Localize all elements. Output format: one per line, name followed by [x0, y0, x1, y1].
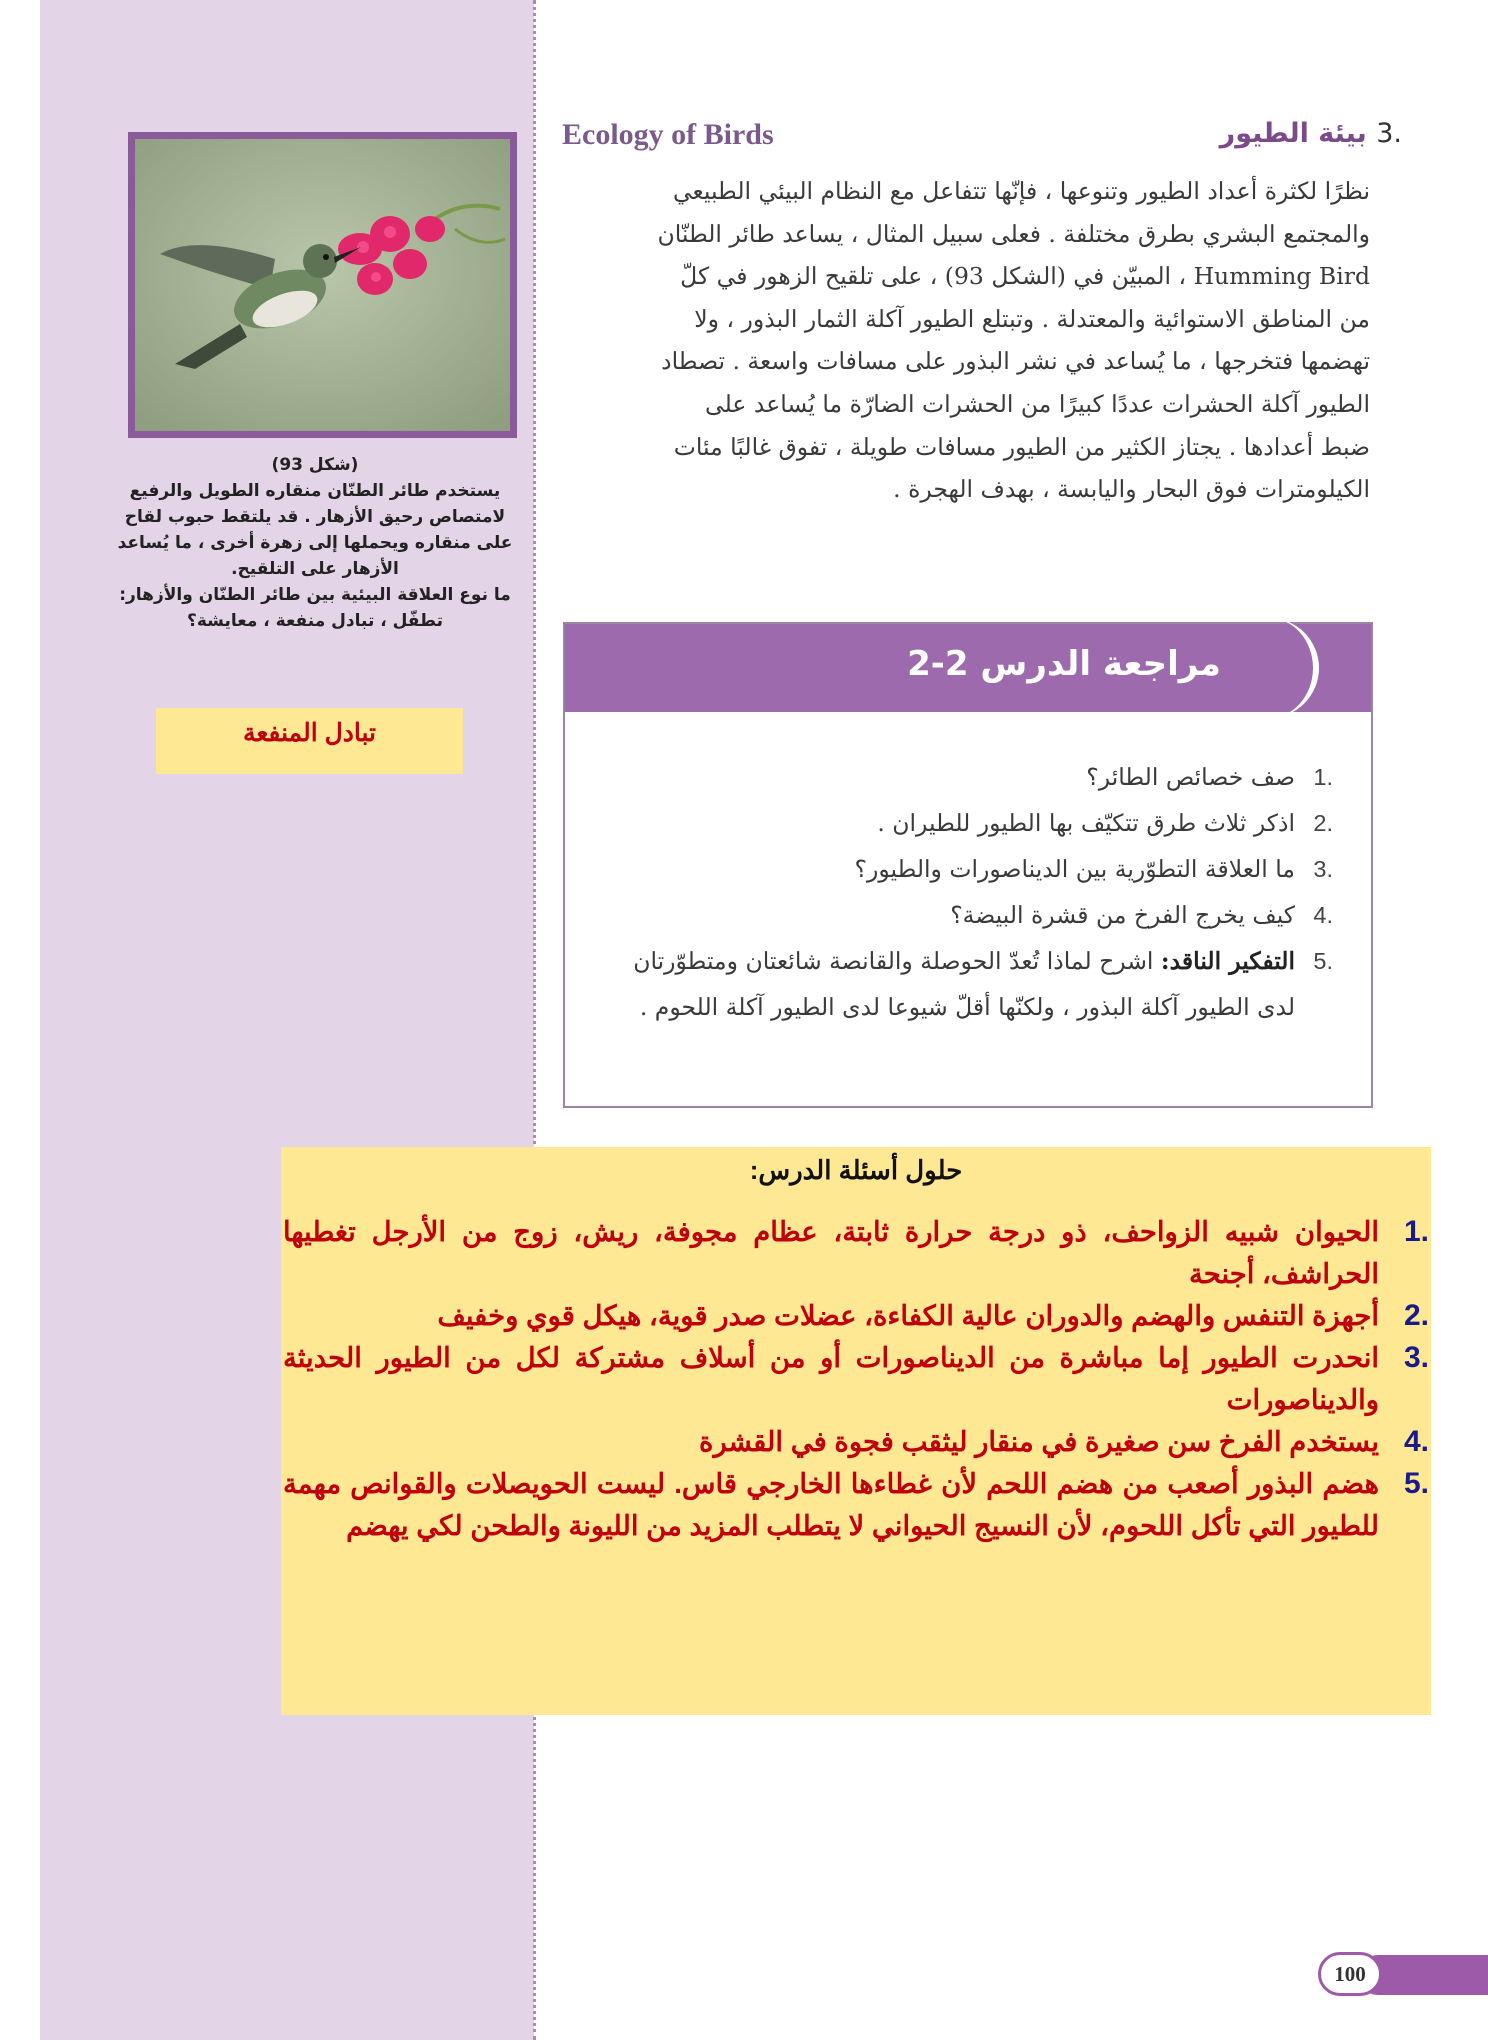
- hummingbird-illustration: [135, 139, 510, 431]
- review-questions: [613, 754, 1333, 1030]
- question-number: 3.: [1313, 856, 1333, 882]
- review-question: [613, 754, 1333, 800]
- question-number: 2.: [1313, 810, 1333, 836]
- lesson-solutions-box: [281, 1147, 1431, 1715]
- paragraph-line: من المناطق الاستوائية والمعتدلة . وتبتلع الطيور آكلة الثمار البذور ، ولا: [694, 304, 1370, 333]
- caption-line: على منقاره ويحملها إلى زهرة أخرى ، ما يُساعد: [117, 533, 513, 553]
- paragraph-line: الطيور آكلة الحشرات عددًا كبيرًا من الحشرات الضارّة ما يُساعد على: [705, 389, 1370, 418]
- paragraph-line: Humming Bird ، المبيّن في (الشكل 93) ، على تلقيح الزهور في كلّ: [680, 262, 1370, 291]
- solution-number: 5.: [1403, 1467, 1429, 1500]
- question-number: 4.: [1313, 902, 1333, 928]
- solution-text: أجهزة التنفس والهضم والدوران عالية الكفاءة، عضلات صدر قوية، هيكل قوي وخفيف: [437, 1300, 1379, 1331]
- paragraph-line: نظرًا لكثرة أعداد الطيور وتنوعها ، فإنّها تتفاعل مع النظام البيئي الطبيعي: [672, 177, 1370, 205]
- figure-question-line: تطفّل ، تبادل منفعة ، معايشة؟: [186, 611, 443, 631]
- review-question: [613, 892, 1333, 938]
- solution-text: الحيوان شبيه الزواحف، ذو درجة حرارة ثابتة، عظام مجوفة، ريش، زوج من الأرجل تغطيها الحراشف، أجنحة: [283, 1216, 1379, 1289]
- solutions-list: [283, 1211, 1429, 1547]
- solution-item: [283, 1463, 1429, 1547]
- section-title-arabic: [1220, 118, 1402, 149]
- question-text: اذكر ثلاث طرق تتكيّف بها الطيور للطيران .: [877, 809, 1295, 837]
- paragraph-line: ضبط أعدادها . يجتاز الكثير من الطيور مسافات طويلة ، تفوق غالبًا مئات: [673, 432, 1370, 461]
- solution-text: انحدرت الطيور إما مباشرة من الديناصورات أو من أسلاف مشتركة لكل من الطيور الحديثة والديناصورات: [283, 1342, 1379, 1415]
- lesson-review-box: [563, 622, 1373, 1108]
- figure-answer-highlight: تبادل المنفعة: [156, 708, 463, 774]
- question-number: 5.: [1313, 948, 1333, 974]
- solution-item: [283, 1337, 1429, 1421]
- paragraph-line: الكيلومترات فوق البحار واليابسة ، بهدف الهجرة .: [893, 475, 1370, 504]
- question-text: كيف يخرج الفرخ من قشرة البيضة؟: [950, 901, 1295, 929]
- solution-text: يستخدم الفرخ سن صغيرة في منقار ليثقب فجوة في القشرة: [699, 1426, 1379, 1457]
- sidebar-dotted-divider: [533, 0, 536, 2040]
- review-question: [613, 938, 1333, 1030]
- solution-number: 1.: [1403, 1215, 1429, 1248]
- header-curve-decoration: [1239, 618, 1319, 718]
- caption-line: الأزهار على التلقيح.: [231, 559, 399, 579]
- review-question: [613, 846, 1333, 892]
- review-question: [613, 800, 1333, 846]
- solution-number: 3.: [1403, 1341, 1429, 1374]
- section-number: .3: [1376, 118, 1402, 149]
- solution-item: [283, 1421, 1429, 1463]
- solution-text: هضم البذور أصعب من هضم اللحم لأن غطاءها الخارجي قاس. ليست الحويصلات والقوانص مهمة للطيور التي تأكل اللحوم، لأن النسيج الحيواني لا يتطلب المزيد من الليونة والطحن لكي يهضم: [283, 1468, 1379, 1541]
- solution-number: 4.: [1403, 1425, 1429, 1458]
- hummingbird-photo: [128, 132, 517, 438]
- question-lead: التفكير الناقد:: [1160, 947, 1295, 975]
- review-header: [565, 624, 1371, 712]
- caption-line: يستخدم طائر الطنّان منقاره الطويل والرفيع: [129, 481, 501, 501]
- question-number: 1.: [1313, 764, 1333, 790]
- question-text: ما العلاقة التطوّرية بين الديناصورات والطيور؟: [854, 855, 1295, 883]
- paragraph-line: تهضمها فتخرجها ، ما يُساعد في نشر البذور على مسافات واسعة . تصطاد: [661, 347, 1370, 376]
- paragraph-line: والمجتمع البشري بطرق مختلفة . فعلى سبيل المثال ، يساعد طائر الطنّان: [657, 219, 1370, 248]
- section-paragraph: [562, 170, 1370, 511]
- solution-number: 2.: [1403, 1299, 1429, 1332]
- solution-item: [283, 1295, 1429, 1337]
- question-text: صف خصائص الطائر؟: [1086, 763, 1295, 791]
- figure-question-line: ما نوع العلاقة البيئية بين طائر الطنّان والأزهار:: [119, 585, 511, 605]
- solution-item: [283, 1211, 1429, 1295]
- figure-caption: [110, 452, 520, 634]
- page-number: 100: [1318, 1952, 1382, 1996]
- solutions-title: حلول أسئلة الدرس:: [749, 1155, 963, 1185]
- section-title-english: Ecology of Birds: [562, 118, 774, 151]
- caption-line: لامتصاص رحيق الأزهار . قد يلتقط حبوب لقاح: [124, 507, 506, 527]
- section-title-text: بيئة الطيور: [1219, 118, 1367, 149]
- question-text: اشرح لماذا تُعدّ الحوصلة والقانصة شائعتان ومتطوّرتان لدى الطيور آكلة البذور ، ولكنّها أقلّ شيوعا لدى الطيور آكلة اللحوم .: [633, 947, 1295, 1021]
- review-title: مراجعة الدرس 2-2: [907, 644, 1221, 684]
- figure-label: (شكل 93): [271, 455, 359, 475]
